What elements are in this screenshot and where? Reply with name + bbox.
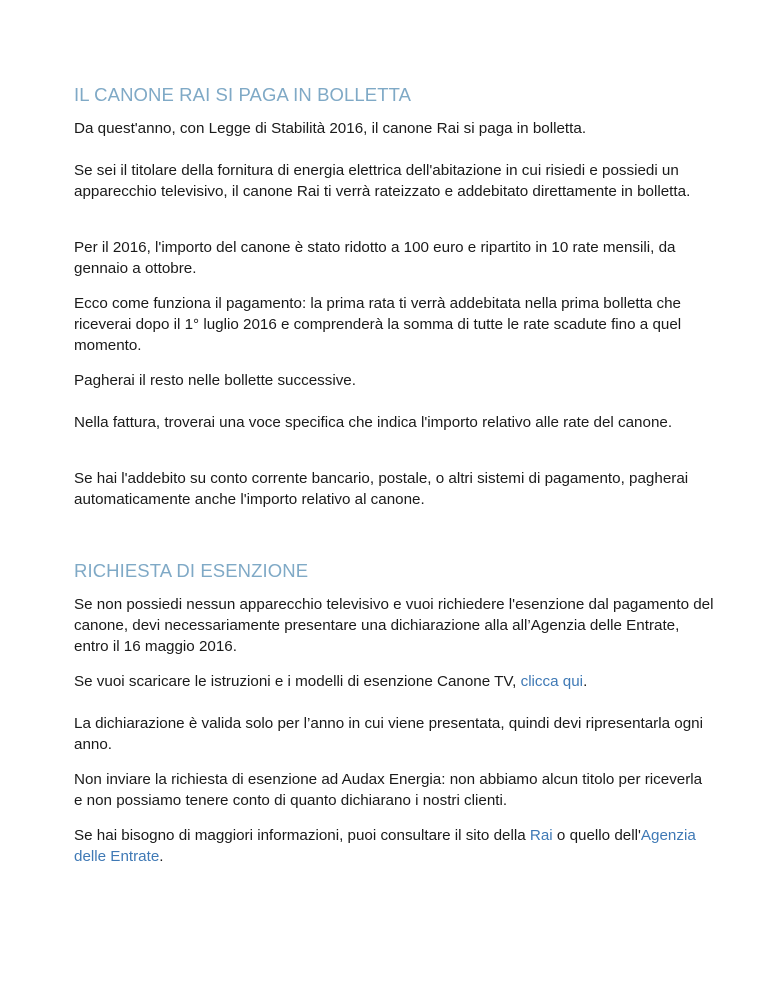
paragraph-text: o quello dell': [552, 827, 641, 844]
agenzia-entrate-link[interactable]: Agenzia delle Entrate: [74, 827, 696, 865]
paragraph-text: .: [583, 673, 588, 690]
paragraph-fattura: Nella fattura, troverai una voce specifica che indica l'importo relativo alle rate del canone.: [74, 414, 673, 431]
section-heading-canone: IL CANONE RAI SI PAGA IN BOLLETTA: [74, 84, 412, 105]
rai-link[interactable]: Rai: [529, 827, 553, 844]
paragraph-addebito: Se hai l'addebito su conto corrente bancario, postale, o altri sistemi di pagamento, pagherai automaticamente anche l'importo relativo al canone.: [74, 470, 689, 508]
paragraph-text: Se vuoi scaricare le istruzioni e i modelli di esenzione Canone TV,: [74, 673, 521, 690]
clicca-qui-link[interactable]: clicca qui: [520, 673, 584, 690]
paragraph-pagamento: Ecco come funziona il pagamento: la prima rata ti verrà addebitata nella prima bolletta che riceverai dopo il 1° luglio 2016 e comprenderà la somma di tutte le rate scadute fino a quel momento.: [74, 295, 682, 354]
paragraph-importo: Per il 2016, l'importo del canone è stato ridotto a 100 euro e ripartito in 10 rate mensili, da gennaio a ottobre.: [74, 239, 676, 277]
paragraph-esenzione-intro: Se non possiedi nessun apparecchio televisivo e vuoi richiedere l'esenzione dal pagamento del canone, devi necessariamente presentare una dichiarazione alla all’Agenzia delle Entrate, entro il 16 maggio 2016.: [74, 596, 714, 655]
paragraph-validita: La dichiarazione è valida solo per l’anno in cui viene presentata, quindi devi ripresentarla ogni anno.: [74, 715, 703, 753]
section-heading-esenzione: RICHIESTA DI ESENZIONE: [74, 560, 309, 581]
paragraph-titolare: Se sei il titolare della fornitura di energia elettrica dell'abitazione in cui risiedi e possiedi un apparecchio televisivo, il canone Rai ti verrà rateizzato e addebitato direttamente in bolletta.: [74, 162, 691, 200]
paragraph-text: Se hai bisogno di maggiori informazioni, puoi consultare il sito della: [74, 827, 530, 844]
paragraph-scarica-modelli: [74, 671, 587, 692]
paragraph-audax: Non inviare la richiesta di esenzione ad Audax Energia: non abbiamo alcun titolo per riceverla e non possiamo tenere conto di quanto dichiarano i nostri clienti.: [74, 771, 703, 809]
paragraph-intro: Da quest'anno, con Legge di Stabilità 2016, il canone Rai si paga in bolletta.: [74, 120, 587, 137]
paragraph-informazioni: [74, 825, 714, 867]
paragraph-text: .: [159, 848, 164, 865]
paragraph-resto: Pagherai il resto nelle bollette successive.: [74, 372, 356, 389]
